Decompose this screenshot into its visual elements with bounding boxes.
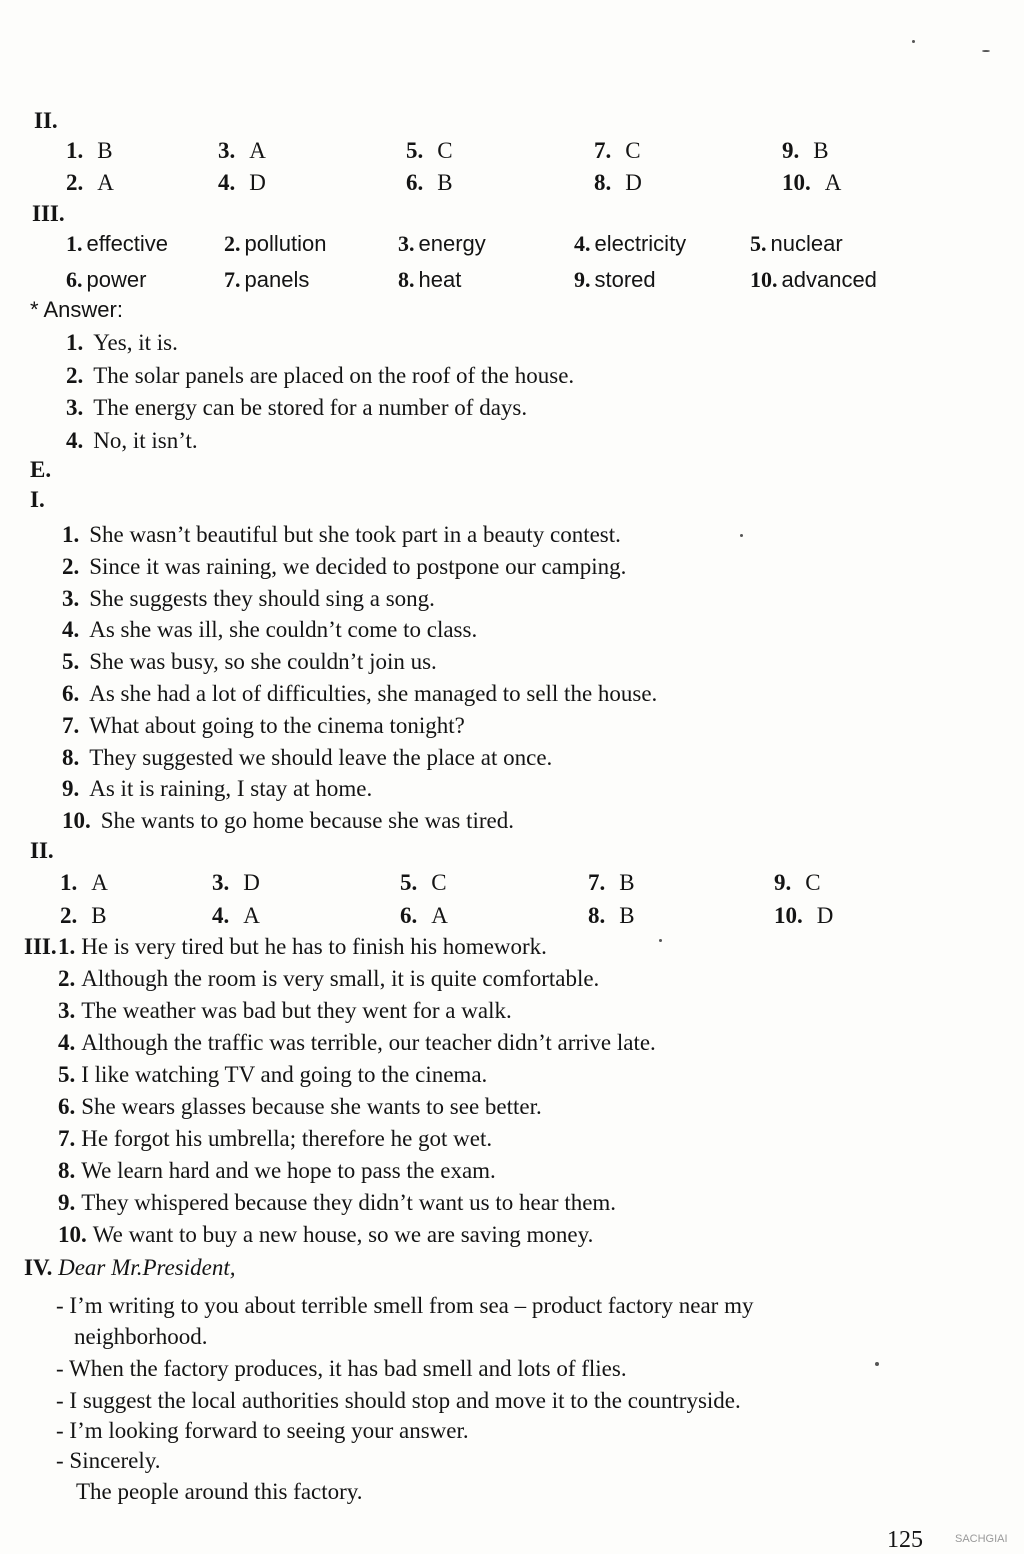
list-item [58, 1190, 616, 1216]
letter-line: - I’m looking forward to seeing your answer. [56, 1418, 469, 1443]
answer-label: * Answer: [30, 297, 123, 322]
item-text: I like watching TV and going to the cinema. [81, 1062, 488, 1087]
item-text: Yes, it is. [93, 330, 178, 355]
item-number: 7. [62, 712, 80, 738]
answer-cell [774, 903, 833, 929]
section-iv-label: IV. [24, 1255, 53, 1280]
answer-letter: D [625, 170, 642, 195]
word-cell [224, 267, 309, 293]
answer-letter: A [243, 903, 260, 928]
word-number: 7. [224, 267, 241, 292]
list-item [62, 554, 626, 580]
answer-number: 5. [400, 870, 418, 895]
list-item [58, 1158, 496, 1184]
item-text: As she had a lot of difficulties, she managed to sell the house. [89, 681, 658, 706]
section-e-heading: E. [30, 457, 52, 482]
answer-cell [66, 170, 114, 196]
item-number: 9. [58, 1190, 76, 1215]
item-number: 4. [58, 1030, 76, 1055]
letter-salutation: Dear Mr.President, [58, 1255, 236, 1280]
answer-letter: B [813, 138, 829, 163]
list-item [62, 586, 435, 612]
answer-letter: D [816, 903, 834, 928]
word-text: effective [86, 231, 169, 256]
item-number: 9. [62, 776, 80, 802]
item-text: The solar panels are placed on the roof of the house. [93, 362, 575, 388]
item-number: 10. [62, 808, 91, 834]
section-iii-bottom-heading: III. [24, 934, 57, 959]
answer-letter: C [625, 138, 641, 163]
item-number: 8. [62, 744, 80, 770]
list-item [58, 1030, 656, 1056]
word-number: 1. [66, 231, 83, 256]
list-item [62, 617, 477, 643]
scan-speck [982, 50, 990, 52]
item-number: 4. [62, 617, 80, 643]
word-cell [750, 231, 843, 257]
answer-number: 10. [782, 170, 811, 195]
answer-number: 10. [774, 903, 803, 928]
list-item [66, 395, 527, 421]
item-text: Although the room is very small, it is quite comfortable. [81, 966, 600, 991]
scan-speck [912, 40, 915, 43]
answer-letter: D [249, 170, 266, 195]
word-cell [66, 231, 168, 257]
answer-cell [400, 870, 447, 896]
answer-number: 2. [60, 903, 78, 928]
word-number: 8. [398, 267, 415, 292]
answer-cell [774, 870, 821, 896]
word-cell [750, 267, 877, 293]
list-item [58, 934, 547, 960]
item-text: We learn hard and we hope to pass the exam. [81, 1158, 496, 1183]
section-e-i-heading: I. [30, 487, 45, 512]
answer-cell [66, 138, 113, 164]
answer-cell [218, 138, 266, 164]
item-text: As she was ill, she couldn’t come to class. [89, 617, 478, 643]
answer-letter: A [431, 903, 448, 928]
word-text: pollution [244, 231, 327, 256]
answer-number: 9. [774, 870, 792, 895]
item-text: He forgot his umbrella; therefore he got wet. [81, 1126, 493, 1151]
item-text: She wasn’t beautiful but she took part in a beauty contest. [89, 522, 621, 547]
answer-number: 1. [66, 138, 84, 163]
item-number: 8. [58, 1158, 76, 1183]
answer-number: 3. [218, 138, 236, 163]
answer-number: 3. [212, 870, 230, 895]
answer-cell [212, 870, 260, 896]
section-ii-heading: II. [34, 108, 58, 133]
answer-number: 2. [66, 170, 84, 195]
answer-cell [60, 903, 107, 929]
page-number: 125 [887, 1527, 923, 1553]
section-iv-heading [24, 1255, 235, 1281]
answer-number: 7. [588, 870, 606, 895]
word-number: 4. [574, 231, 591, 256]
word-text: advanced [781, 267, 877, 292]
item-text: She wants to go home because she was tired. [100, 808, 515, 834]
answer-letter: B [619, 870, 635, 895]
list-item [62, 522, 621, 548]
answer-cell [594, 138, 641, 164]
word-text: nuclear [770, 231, 843, 256]
item-number: 2. [62, 553, 80, 579]
answer-cell [588, 870, 635, 896]
word-cell [574, 267, 656, 293]
item-text: What about going to the cinema tonight? [89, 712, 465, 738]
answer-cell [400, 903, 448, 929]
answer-letter: A [97, 170, 114, 195]
list-item [58, 998, 512, 1024]
word-number: 6. [66, 267, 83, 292]
answer-number: 7. [594, 138, 612, 163]
item-text: She wears glasses because she wants to see better. [81, 1094, 542, 1119]
answer-letter: B [437, 170, 453, 195]
item-number: 2. [58, 966, 76, 991]
answer-cell [782, 138, 829, 164]
answer-letter: C [431, 870, 447, 895]
item-text: She suggests they should sing a song. [89, 585, 435, 611]
item-text: They whispered because they didn’t want us to hear them. [81, 1190, 617, 1215]
answer-number: 5. [406, 138, 424, 163]
word-cell [66, 267, 146, 293]
answer-cell [60, 870, 108, 896]
list-item [66, 363, 574, 389]
letter-line: - I’m writing to you about terrible smell from sea – product factory near my [56, 1293, 754, 1318]
answer-letter: A [249, 138, 266, 163]
item-text: He is very tired but he has to finish his homework. [81, 934, 547, 959]
list-item [58, 966, 599, 992]
list-item [62, 681, 657, 707]
scan-speck [740, 534, 743, 537]
answer-number: 4. [212, 903, 230, 928]
letter-line: - Sincerely. [56, 1448, 161, 1473]
answer-letter: B [619, 903, 635, 928]
watermark: SACHGIAI [955, 1533, 1008, 1545]
item-number: 5. [58, 1062, 76, 1087]
item-number: 7. [58, 1126, 76, 1151]
word-text: panels [244, 267, 310, 292]
answer-letter: C [437, 138, 453, 163]
answer-cell [588, 903, 635, 929]
answer-cell [212, 903, 260, 929]
answer-cell [406, 138, 453, 164]
answer-letter: A [824, 170, 842, 195]
item-number: 5. [62, 649, 80, 675]
item-text: She was busy, so she couldn’t join us. [89, 649, 437, 675]
letter-line: neighborhood. [74, 1324, 208, 1349]
letter-line: The people around this factory. [76, 1479, 363, 1504]
answer-letter: B [91, 903, 107, 928]
answer-number: 6. [400, 903, 418, 928]
answer-number: 6. [406, 170, 424, 195]
item-number: 3. [62, 585, 80, 611]
list-item [62, 745, 552, 771]
answer-letter: C [805, 870, 821, 895]
list-item [62, 649, 437, 675]
item-text: Although the traffic was terrible, our teacher didn’t arrive late. [81, 1030, 656, 1055]
word-cell [574, 231, 686, 257]
item-number: 2. [66, 362, 84, 388]
item-number: 10. [58, 1222, 87, 1247]
list-item [62, 776, 372, 802]
word-text: power [86, 267, 147, 292]
word-number: 5. [750, 231, 767, 256]
answer-number: 1. [60, 870, 78, 895]
word-number: 10. [750, 267, 778, 292]
list-item [58, 1062, 487, 1088]
word-text: energy [418, 231, 486, 256]
word-number: 9. [574, 267, 591, 292]
item-text: Since it was raining, we decided to postpone our camping. [89, 553, 627, 579]
scan-speck [659, 939, 662, 942]
answer-letter: A [91, 870, 108, 895]
answer-cell [218, 170, 266, 196]
answer-cell [594, 170, 642, 196]
answer-number: 9. [782, 138, 800, 163]
answer-letter: B [97, 138, 113, 163]
answer-letter: D [243, 870, 260, 895]
list-item [62, 713, 465, 739]
word-text: electricity [594, 231, 687, 256]
word-number: 2. [224, 231, 241, 256]
item-number: 1. [62, 522, 80, 547]
answer-number: 4. [218, 170, 236, 195]
item-text: The weather was bad but they went for a walk. [81, 998, 512, 1023]
item-number: 6. [58, 1094, 76, 1119]
item-number: 4. [66, 427, 84, 453]
list-item [58, 1094, 542, 1120]
word-cell [224, 231, 326, 257]
item-text: The energy can be stored for a number of days. [93, 395, 528, 420]
item-text: They suggested we should leave the place at once. [89, 744, 553, 770]
list-item [66, 330, 178, 356]
item-text: As it is raining, I stay at home. [89, 776, 373, 802]
answer-cell [782, 170, 841, 196]
list-item [58, 1222, 593, 1248]
word-cell [398, 267, 461, 293]
list-item [58, 1126, 492, 1152]
letter-line: - I suggest the local authorities should stop and move it to the countryside. [56, 1388, 741, 1413]
answer-number: 8. [594, 170, 612, 195]
list-item [66, 428, 198, 454]
section-ii-bottom-heading: II. [30, 838, 54, 863]
item-number: 1. [58, 934, 76, 959]
item-number: 6. [62, 681, 80, 706]
letter-line: - When the factory produces, it has bad smell and lots of flies. [56, 1356, 627, 1381]
answer-cell [406, 170, 453, 196]
item-number: 3. [66, 395, 84, 420]
item-text: No, it isn’t. [93, 427, 198, 453]
word-text: heat [418, 267, 462, 292]
word-cell [398, 231, 486, 257]
item-text: We want to buy a new house, so we are saving money. [92, 1222, 594, 1247]
list-item [62, 808, 514, 834]
section-iii-heading: III. [32, 201, 65, 226]
word-number: 3. [398, 231, 415, 256]
answer-number: 8. [588, 903, 606, 928]
item-number: 1. [66, 330, 84, 355]
word-text: stored [594, 267, 656, 292]
item-number: 3. [58, 998, 76, 1023]
scan-speck [875, 1362, 879, 1366]
